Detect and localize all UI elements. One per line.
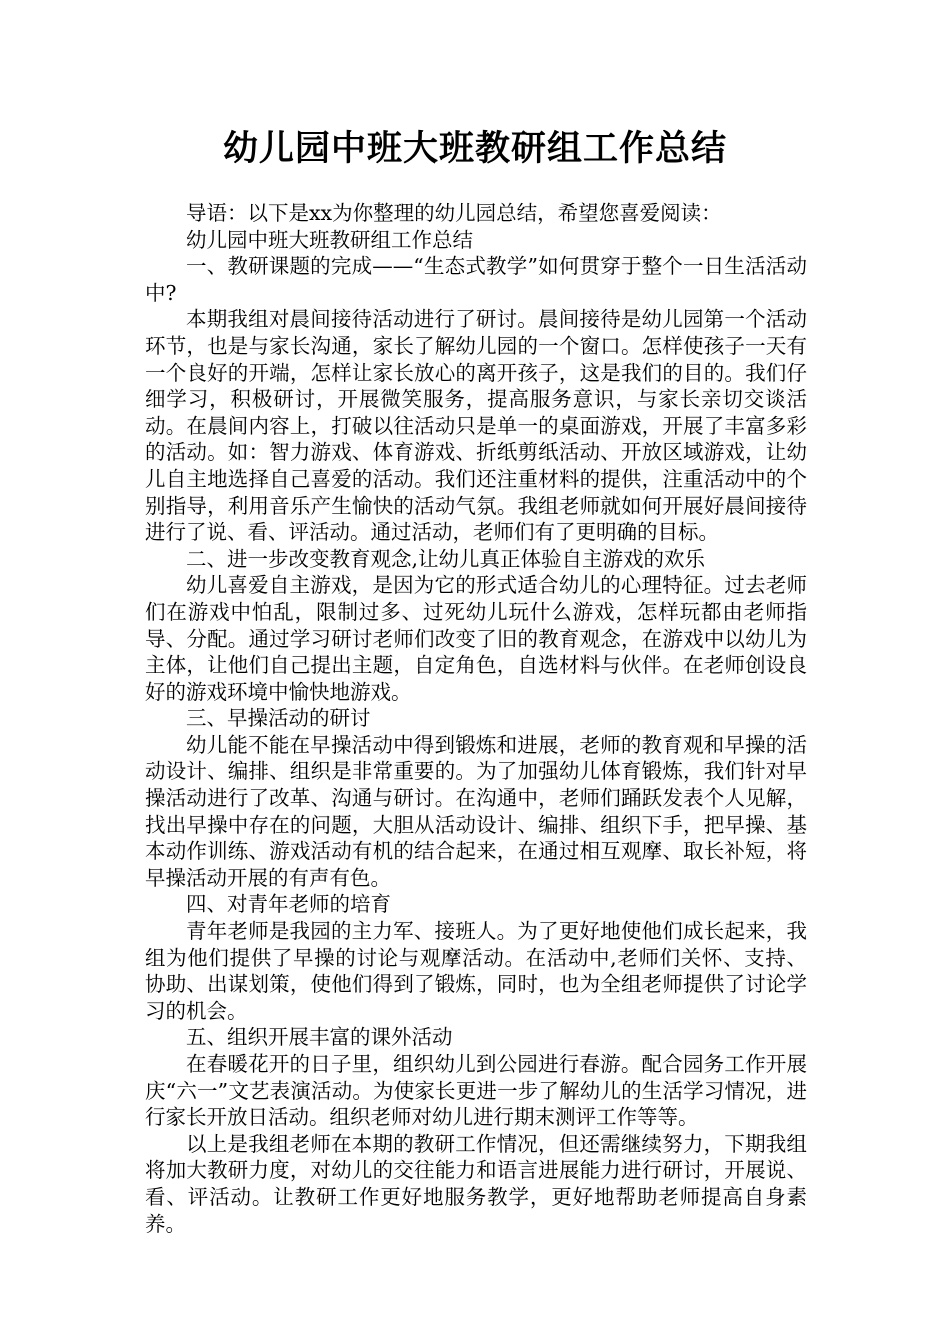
intro-paragraph: 导语：以下是xx为你整理的幼儿园总结，希望您喜爱阅读： xyxy=(186,201,722,225)
section-heading-4: 四、对青年老师的培育 xyxy=(186,892,391,917)
section-body-1: 本期我组对晨间接待活动进行了研讨。晨间接待是幼儿园第一个活动环节，也是与家长沟通，家长了解幼儿园的一个窗口。怎样使孩子一天有一个良好的开端，怎样让家长放心的离开孩子，这是我们的目的。我们仔细学习，积极研讨，开展微笑服务，提高服务意识，与家长亲切交谈活动。在晨间内容上，打破以往活动只是单一的桌面游戏，开展了丰富多彩的活动。如：智力游戏、体育游戏、折纸剪纸活动、开放区域游戏，让幼儿自主地选择自己喜爱的活动。我们还注重材料的提供，注重活动中的个别指导，利用音乐产生愉快的活动气氛。我组老师就如何开展好晨间接待进行了说、看、评活动。通过活动，老师们有了更明确的目标。 xyxy=(145,307,807,545)
section-body-3: 幼儿能不能在早操活动中得到锻炼和进展，老师的教育观和早操的活动设计、编排、组织是非常重要的。为了加强幼儿体育锻炼，我们针对早操活动进行了改革、沟通与研讨。在沟通中，老师们踊跃发表个人见解，找出早操中存在的问题，大胆从活动设计、编排、组织下手，把早操、基本动作训练、游戏活动有机的结合起来，在通过相互观摩、取长补短，将早操活动开展的有声有色。 xyxy=(145,732,807,890)
section-heading-1: 一、教研课题的完成——“生态式教学”如何贯穿于整个一日生活活动中? xyxy=(145,254,807,305)
subtitle-paragraph: 幼儿园中班大班教研组工作总结 xyxy=(186,227,473,252)
section-body-2: 幼儿喜爱自主游戏，是因为它的形式适合幼儿的心理特征。过去老师们在游戏中怕乱，限制过多、过死幼儿玩什么游戏，怎样玩都由老师指导、分配。通过学习研讨老师们改变了旧的教育观念，在游戏中以幼儿为主体，让他们自己提出主题，自定角色，自选材料与伙伴。在老师创设良好的游戏环境中愉快地游戏。 xyxy=(145,573,807,704)
section-heading-5: 五、组织开展丰富的课外活动 xyxy=(186,1025,453,1050)
section-body-5: 在春暖花开的日子里，组织幼儿到公园进行春游。配合园务工作开展庆“六一”文艺表演活动。为使家长更进一步了解幼儿的生活学习情况，进行家长开放日活动。组织老师对幼儿进行期末测评工作等等。 xyxy=(145,1052,807,1130)
document-body xyxy=(145,200,807,1237)
section-body-4: 青年老师是我园的主力军、接班人。为了更好地使他们成长起来，我组为他们提供了早操的讨论与观摩活动。在活动中,老师们关怀、支持、协助、出谋划策，使他们得到了锻炼，同时，也为全组老师提供了讨论学习的机会。 xyxy=(145,919,807,1023)
section-heading-2: 二、进一步改变教育观念,让幼儿真正体验自主游戏的欢乐 xyxy=(186,546,706,571)
closing-paragraph: 以上是我组老师在本期的教研工作情况，但还需继续努力，下期我组将加大教研力度，对幼儿的交往能力和语言进展能力进行研讨，开展说、看、评活动。让教研工作更好地服务教学，更好地帮助老师提高自身素养。 xyxy=(145,1131,807,1236)
document-title: 幼儿园中班大班教研组工作总结 xyxy=(222,129,727,169)
section-heading-3: 三、早操活动的研讨 xyxy=(186,706,371,731)
